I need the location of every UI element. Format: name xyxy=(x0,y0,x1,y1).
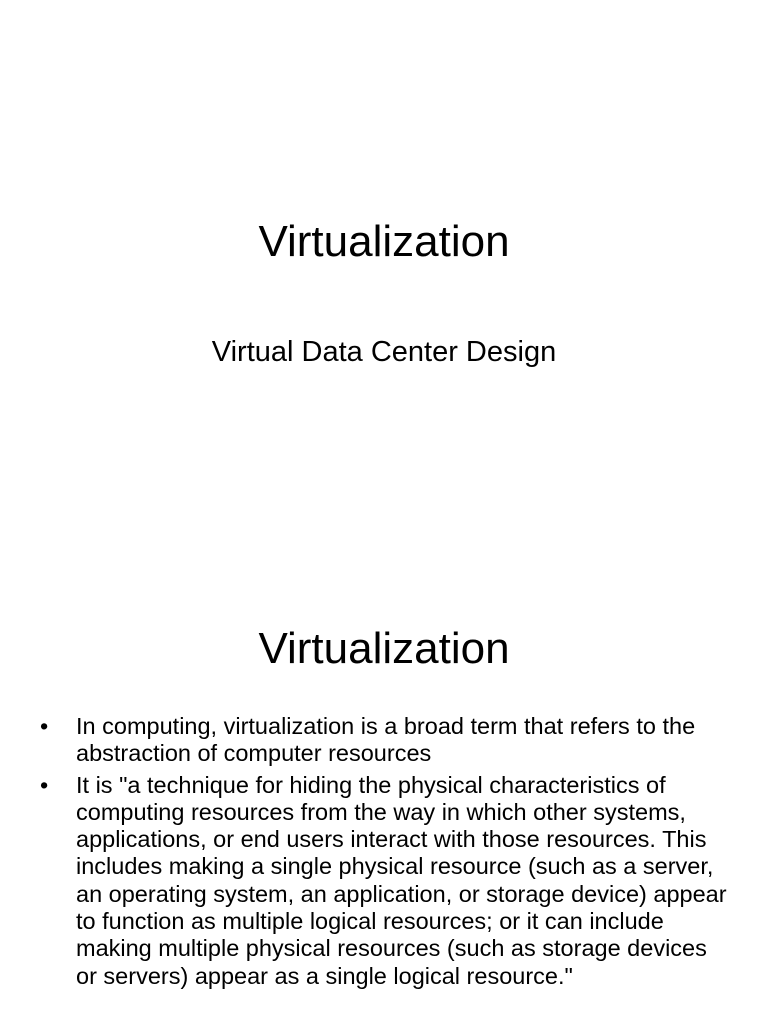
bullet-item xyxy=(40,713,730,768)
slide-title: Virtualization xyxy=(258,624,510,673)
slide-title: Virtualization xyxy=(258,217,510,266)
bullet-text: It is "a technique for hiding the physical characteristics of computing resources from the way in which other systems, applications, or end users interact with those resources. This includes making a single physical resource (such as a server, an operating system, an application, or storage device) appear to function as multiple logical resources; or it can include making multiple physical resources (such as storage devices or servers) appear as a single logical resource." xyxy=(76,771,727,989)
slide-subtitle: Virtual Data Center Design xyxy=(211,336,557,368)
content-slide xyxy=(0,576,768,1024)
bullet-text: In computing, virtualization is a broad term that refers to the abstraction of computer resources xyxy=(76,713,696,767)
bullet-item xyxy=(40,772,730,990)
bullet-icon: • xyxy=(40,713,49,739)
bullet-icon: • xyxy=(40,771,49,798)
bullet-list xyxy=(40,713,730,994)
